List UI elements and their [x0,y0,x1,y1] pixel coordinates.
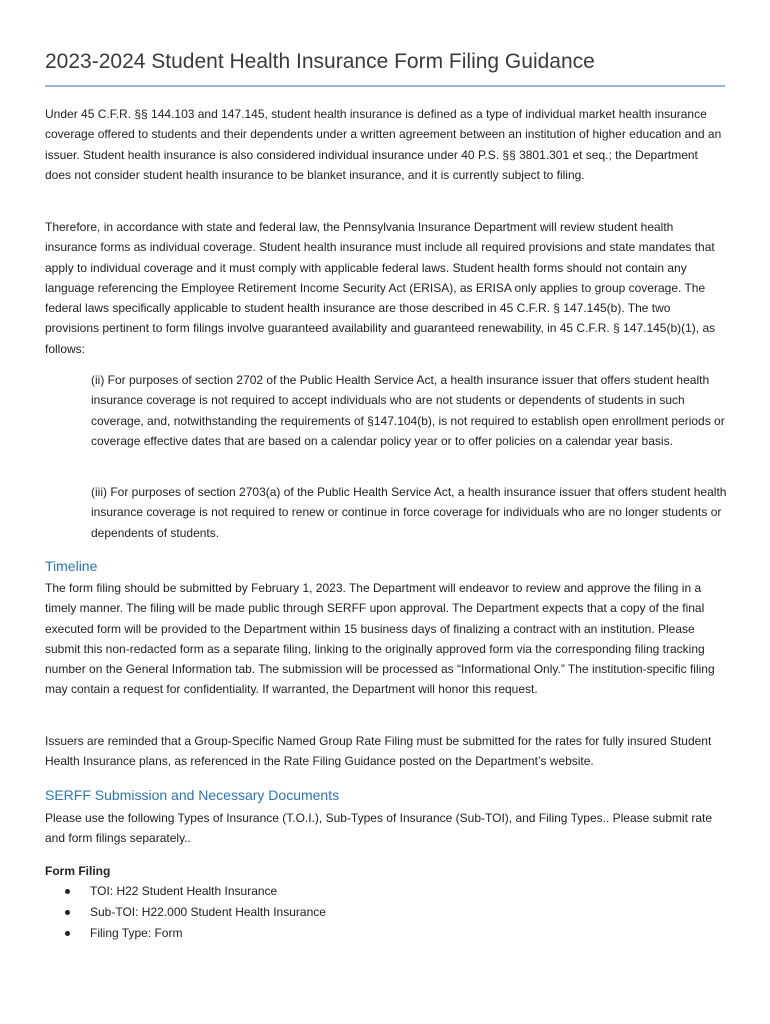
list-item [62,923,326,944]
rate-filing-paragraph: Issuers are reminded that a Group-Specific Named Group Rate Filing must be submitted for the rates for fully insured Student Health Insurance plans, as referenced in the Rate Filing Guidance posted on the Department’s website. [45,734,712,769]
timeline-heading: Timeline [45,558,98,574]
list-item [62,881,326,902]
list-item [62,902,326,923]
quote-guaranteed-renewability: (iii) For purposes of section 2703(a) of the Public Health Service Act, a health insurance issuer that offers student health insurance coverage is not required to renew or continue in force coverage for individuals who are no longer students or dependents of students. [91,485,727,540]
list-item-text: TOI: H22 Student Health Insurance [90,884,278,898]
review-paragraph: Therefore, in accordance with state and federal law, the Pennsylvania Insurance Department will review student health insurance forms as individual coverage. Student health insurance must include all required provisions and state mandates that apply to individual coverage and it must comply with applicable federal laws. Student health forms should not contain any language referencing the Employee Retirement Income Security Act (ERISA), as ERISA only applies to group coverage. The federal laws specifically applicable to student health insurance are those described in 45 C.F.R. § 147.145(b). The two provisions pertinent to form filings involve guaranteed availability and guaranteed renewability, in 45 C.F.R. § 147.145(b)(1), as follows: [45,220,716,356]
form-filing-list [62,881,326,944]
timeline-paragraph: The form filing should be submitted by February 1, 2023. The Department will endeavor to review and approve the filing in a timely manner. The filing will be made public through SERFF upon approval. The Department expects that a copy of the final executed form will be provided to the Department within 15 business days of finalizing a contract with an institution. Please submit this non-redacted form as a separate filing, linking to the originally approved form via the corresponding filing tracking number on the General Information tab. The submission will be processed as “Informational Only.” The institution-specific filing may contain a request for confidentiality. If warranted, the Department will honor this request. [45,581,715,697]
list-item-text: Sub-TOI: H22.000 Student Health Insurance [90,905,326,919]
quote-guaranteed-availability: (ii) For purposes of section 2702 of the Public Health Service Act, a health insurance issuer that offers student health insurance coverage is not required to accept individuals who are not students or dependents of students in such coverage, and, notwithstanding the requirements of §147.104(b), is not required to establish open enrollment periods or coverage effective dates that are based on a calendar policy year or to offer policies on a calendar year basis. [91,373,725,448]
list-item-text: Filing Type: Form [90,926,183,940]
bullet-icon [65,889,70,894]
bullet-icon [65,931,70,936]
intro-paragraph: Under 45 C.F.R. §§ 144.103 and 147.145, student health insurance is defined as a type of individual market health insurance coverage offered to students and their dependents under a written agreement between an institution of higher education and an issuer. Student health insurance is also considered individual insurance under 40 P.S. §§ 3801.301 et seq.; the Department does not consider student health insurance to be blanket insurance, and it is currently subject to filing. [45,107,722,182]
serff-paragraph: Please use the following Types of Insurance (T.O.I.), Sub-Types of Insurance (Sub-TOI), and Filing Types.. Please submit rate and form filings separately.. [45,811,712,846]
bullet-icon [65,910,70,915]
form-filing-label: Form Filing [45,864,111,878]
serff-heading: SERFF Submission and Necessary Documents [45,787,340,803]
page-title: 2023-2024 Student Health Insurance Form Filing Guidance [45,48,725,87]
